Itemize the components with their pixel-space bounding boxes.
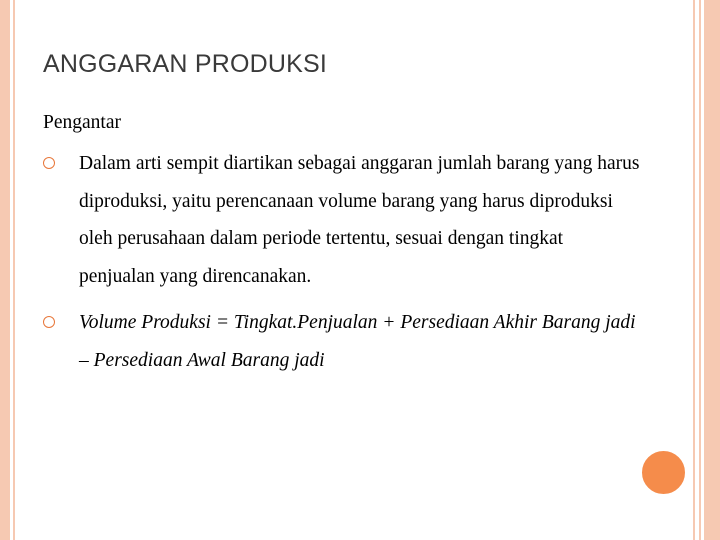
right-border-stripe [693, 0, 695, 540]
right-border-stripe [699, 0, 701, 540]
right-border-band [704, 0, 720, 540]
intro-heading: Pengantar [43, 112, 121, 133]
decorative-circle [640, 449, 687, 496]
left-border-band [0, 0, 10, 540]
hollow-circle-bullet-icon [43, 316, 55, 328]
formula-text: Volume Produksi = Tingkat.Penjualan + Persediaan Akhir Barang jadi – Persediaan Awal Barang jadi [79, 312, 636, 371]
slide-title: ANGGARAN PRODUKSI [43, 50, 328, 78]
bullet-list [43, 145, 643, 379]
hollow-circle-bullet-icon [43, 157, 55, 169]
bullet-item-formula [43, 304, 643, 379]
bullet-item-definition [43, 145, 643, 295]
left-border-line [13, 0, 15, 540]
bullet-text: Dalam arti sempit diartikan sebagai anggaran jumlah barang yang harus diproduksi, yaitu perencanaan volume barang yang harus diproduksi oleh perusahaan dalam periode tertentu, sesuai dengan tingkat penjualan yang direncanakan. [79, 153, 640, 287]
